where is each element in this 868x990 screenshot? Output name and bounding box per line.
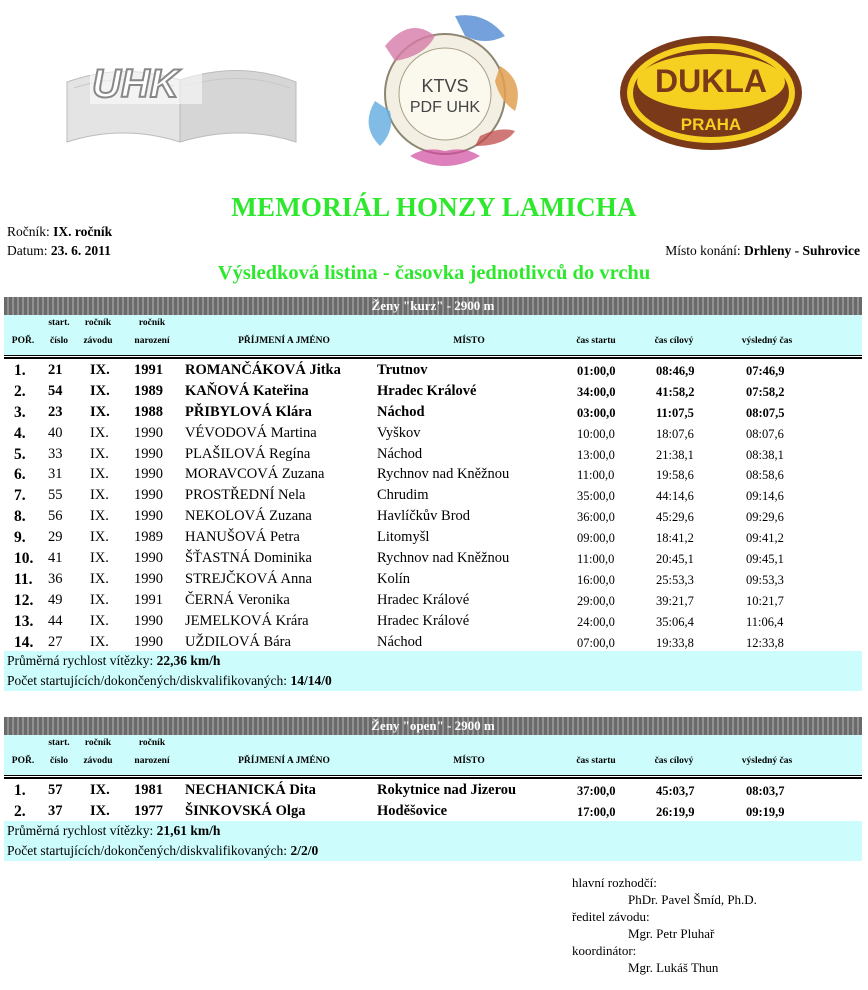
race-edition-cell: IX. — [90, 424, 109, 441]
result-time-cell: 08:07,6 — [746, 426, 784, 441]
name-cell: HANUŠOVÁ Petra — [185, 529, 300, 546]
start-time-cell: 03:00,0 — [577, 405, 616, 420]
place-cell: Litomyšl — [377, 529, 430, 546]
column-header-race-2: závodu — [83, 336, 113, 346]
start-number-cell: 27 — [48, 633, 63, 650]
column-header-start-1: start. — [48, 318, 70, 328]
rank-cell: 14. — [14, 633, 34, 651]
rank-cell: 1. — [14, 782, 26, 799]
results-subtitle: Výsledková listina - časovka jednotlivců do vrchu — [217, 262, 651, 284]
place-cell: Hoděšovice — [377, 802, 448, 819]
column-header-rank: POŘ. — [11, 756, 35, 766]
section-heading: Ženy "kurz" - 2900 m — [4, 297, 862, 315]
table-row — [4, 505, 862, 526]
start-time-cell: 13:00,0 — [577, 447, 615, 462]
column-header-birth-2: narození — [134, 756, 170, 766]
column-headers — [4, 735, 862, 775]
coordinator-name: Mgr. Lukáš Thun — [628, 960, 719, 975]
race-edition-cell: IX. — [90, 591, 109, 608]
ktvs-logo — [355, 6, 535, 182]
birth-year-cell: 1990 — [134, 633, 163, 650]
result-time-cell: 09:45,1 — [746, 552, 784, 567]
director-label: ředitel závodu: — [572, 909, 650, 924]
column-header-race-1: ročník — [84, 318, 112, 328]
race-edition-cell: IX. — [90, 445, 109, 462]
birth-year-cell: 1981 — [134, 782, 163, 798]
column-header-place: MÍSTO — [453, 756, 485, 766]
place-cell: Náchod — [377, 445, 423, 462]
count-value: 14/14/0 — [290, 673, 332, 689]
name-cell: NECHANICKÁ Dita — [185, 782, 316, 798]
ktvs-logo-text-2: PDF UHK — [409, 99, 481, 116]
start-number-cell: 44 — [48, 612, 63, 629]
rank-cell: 9. — [14, 529, 26, 547]
column-header-t-result: výsledný čas — [741, 756, 793, 766]
rank-cell: 1. — [14, 362, 26, 379]
table-row — [4, 443, 862, 464]
venue-label: Místo konání: — [665, 243, 741, 258]
column-header-t-finish: čas cílový — [654, 756, 694, 766]
place-cell: Náchod — [377, 633, 423, 650]
place-cell: Havlíčkův Brod — [377, 508, 471, 525]
rank-cell: 10. — [14, 550, 34, 568]
uhk-logo-text: UHK — [92, 62, 179, 106]
section-heading: Ženy "open" - 2900 m — [4, 717, 862, 735]
place-cell: Rychnov nad Kněžnou — [377, 466, 510, 483]
name-cell: UŽDILOVÁ Bára — [185, 633, 291, 650]
start-time-cell: 07:00,0 — [577, 635, 615, 650]
result-time-cell: 08:03,7 — [746, 784, 785, 798]
start-time-cell: 24:00,0 — [577, 614, 615, 629]
column-header-t-result: výsledný čas — [741, 336, 793, 346]
start-number-cell: 29 — [48, 529, 63, 546]
ktvs-logo-text-1: KTVS — [421, 76, 469, 96]
name-cell: JEMELKOVÁ Krára — [185, 612, 309, 629]
rank-cell: 11. — [14, 570, 33, 588]
name-cell: ČERNÁ Veronika — [185, 591, 290, 608]
count-label: Počet startujících/dokončených/diskvalifikovaných: — [7, 673, 288, 689]
participant-count-line — [4, 671, 862, 691]
column-header-race-2: závodu — [83, 756, 113, 766]
speed-value: 21,61 km/h — [156, 822, 221, 838]
race-edition-cell: IX. — [90, 362, 110, 378]
place-cell: Rychnov nad Kněžnou — [377, 550, 510, 567]
date-label: Datum: — [7, 243, 48, 258]
table-row — [4, 568, 862, 589]
result-time-cell: 11:06,4 — [746, 614, 784, 629]
finish-time-cell: 19:33,8 — [656, 635, 694, 650]
signatures — [572, 874, 757, 976]
start-number-cell: 49 — [48, 591, 63, 608]
place-cell: Hradec Králové — [377, 591, 470, 608]
referee-label: hlavní rozhodčí: — [572, 875, 657, 890]
name-cell: VÉVODOVÁ Martina — [185, 424, 317, 441]
praha-logo-text: PRAHA — [680, 115, 742, 134]
table-row — [4, 779, 862, 800]
result-time-cell: 07:58,2 — [746, 384, 785, 399]
edition-value: IX. ročník — [53, 224, 113, 239]
result-time-cell: 07:46,9 — [746, 364, 785, 378]
name-cell: PŘIBYLOVÁ Klára — [185, 403, 312, 420]
speed-label: Průměrná rychlost vítězky: — [7, 822, 154, 838]
dukla-logo-text: DUKLA — [655, 63, 767, 99]
finish-time-cell: 25:53,3 — [656, 572, 694, 587]
place-cell: Chrudim — [377, 487, 429, 504]
finish-time-cell: 08:46,9 — [656, 364, 695, 378]
result-time-cell: 08:07,5 — [746, 405, 785, 420]
finish-time-cell: 35:06,4 — [656, 614, 694, 629]
start-time-cell: 11:00,0 — [577, 552, 615, 567]
start-number-cell: 23 — [48, 403, 63, 420]
start-time-cell: 11:00,0 — [577, 468, 615, 483]
start-time-cell: 35:00,0 — [577, 489, 615, 504]
finish-time-cell: 41:58,2 — [656, 384, 695, 399]
place-cell: Náchod — [377, 403, 425, 420]
start-number-cell: 37 — [48, 802, 63, 819]
table-row — [4, 610, 862, 631]
participant-count-line — [4, 841, 862, 861]
place-cell: Trutnov — [377, 362, 428, 378]
edition-label: Ročník: — [7, 224, 50, 239]
race-edition-cell: IX. — [90, 550, 109, 567]
table-row — [4, 800, 862, 821]
edition-line — [7, 224, 112, 240]
results-section — [4, 297, 862, 691]
rank-cell: 8. — [14, 508, 26, 526]
results-section — [4, 717, 862, 861]
race-edition-cell: IX. — [90, 529, 109, 546]
birth-year-cell: 1990 — [134, 424, 163, 441]
rank-cell: 12. — [14, 591, 34, 609]
place-cell: Hradec Králové — [377, 382, 477, 399]
birth-year-cell: 1988 — [134, 403, 163, 420]
birth-year-cell: 1990 — [134, 612, 163, 629]
name-cell: ŠŤASTNÁ Dominika — [185, 550, 312, 567]
finish-time-cell: 45:03,7 — [656, 784, 695, 798]
start-number-cell: 21 — [48, 362, 63, 378]
name-cell: STREJČKOVÁ Anna — [185, 570, 312, 587]
birth-year-cell: 1990 — [134, 550, 163, 567]
venue-value: Drhleny - Suhrovice — [743, 243, 860, 258]
start-time-cell: 10:00,0 — [577, 426, 615, 441]
start-number-cell: 40 — [48, 424, 63, 441]
table-row — [4, 631, 862, 652]
finish-time-cell: 20:45,1 — [656, 552, 694, 567]
result-time-cell: 09:19,9 — [746, 804, 785, 819]
result-time-cell: 12:33,8 — [746, 635, 784, 650]
birth-year-cell: 1990 — [134, 445, 163, 462]
rank-cell: 6. — [14, 466, 26, 484]
finish-time-cell: 21:38,1 — [656, 447, 694, 462]
race-edition-cell: IX. — [90, 633, 109, 650]
start-number-cell: 55 — [48, 487, 63, 504]
column-header-t-start: čas startu — [576, 756, 616, 766]
start-number-cell: 41 — [48, 550, 63, 567]
column-header-start-2: číslo — [50, 336, 68, 346]
birth-year-cell: 1990 — [134, 487, 163, 504]
director-name: Mgr. Petr Pluhař — [628, 926, 715, 941]
result-time-cell: 09:41,2 — [746, 531, 784, 546]
dukla-praha-logo — [618, 34, 804, 152]
name-cell: KAŇOVÁ Kateřina — [185, 382, 309, 399]
birth-year-cell: 1989 — [134, 529, 163, 546]
name-cell: ROMANČÁKOVÁ Jitka — [185, 362, 341, 378]
date-line — [7, 243, 111, 259]
start-number-cell: 33 — [48, 445, 63, 462]
venue-line — [665, 243, 860, 259]
finish-time-cell: 26:19,9 — [656, 804, 695, 819]
coordinator-label: koordinátor: — [572, 943, 637, 958]
speed-label: Průměrná rychlost vítězky: — [7, 653, 154, 669]
table-row — [4, 359, 862, 380]
finish-time-cell: 19:58,6 — [656, 468, 694, 483]
finish-time-cell: 18:41,2 — [656, 531, 694, 546]
speed-value: 22,36 km/h — [156, 653, 221, 669]
finish-time-cell: 39:21,7 — [656, 593, 694, 608]
result-time-cell: 09:29,6 — [746, 510, 784, 525]
birth-year-cell: 1991 — [134, 362, 163, 378]
rank-cell: 2. — [14, 382, 26, 400]
start-number-cell: 36 — [48, 570, 63, 587]
column-header-start-2: číslo — [50, 756, 68, 766]
birth-year-cell: 1990 — [134, 466, 163, 483]
table-row — [4, 401, 862, 422]
table-row — [4, 589, 862, 610]
start-time-cell: 16:00,0 — [577, 572, 615, 587]
result-time-cell: 10:21,7 — [746, 593, 784, 608]
column-header-birth-2: narození — [134, 336, 170, 346]
uhk-book-logo — [62, 42, 300, 150]
rank-cell: 4. — [14, 424, 26, 442]
column-header-start-1: start. — [48, 738, 70, 748]
start-time-cell: 34:00,0 — [577, 384, 616, 399]
race-edition-cell: IX. — [90, 782, 110, 798]
result-time-cell: 09:14,6 — [746, 489, 784, 504]
race-edition-cell: IX. — [90, 487, 109, 504]
place-cell: Rokytnice nad Jizerou — [377, 782, 517, 798]
date-value: 23. 6. 2011 — [50, 243, 111, 258]
table-row — [4, 380, 862, 401]
start-time-cell: 36:00,0 — [577, 510, 615, 525]
race-edition-cell: IX. — [90, 570, 109, 587]
start-time-cell: 17:00,0 — [577, 804, 616, 819]
finish-time-cell: 45:29,6 — [656, 510, 694, 525]
column-header-birth-1: ročník — [138, 738, 166, 748]
table-row — [4, 484, 862, 505]
place-cell: Kolín — [377, 570, 411, 587]
finish-time-cell: 11:07,5 — [656, 405, 694, 420]
place-cell: Hradec Králové — [377, 612, 470, 629]
birth-year-cell: 1991 — [134, 591, 163, 608]
start-number-cell: 56 — [48, 508, 63, 525]
birth-year-cell: 1990 — [134, 570, 163, 587]
start-time-cell: 29:00,0 — [577, 593, 615, 608]
start-time-cell: 09:00,0 — [577, 531, 615, 546]
race-edition-cell: IX. — [90, 403, 110, 420]
rank-cell: 13. — [14, 612, 34, 630]
race-edition-cell: IX. — [90, 508, 109, 525]
column-header-t-finish: čas cílový — [654, 336, 694, 346]
race-edition-cell: IX. — [90, 466, 109, 483]
table-row — [4, 526, 862, 547]
birth-year-cell: 1989 — [134, 382, 163, 399]
start-number-cell: 54 — [48, 382, 63, 399]
column-header-name: PŘÍJMENÍ A JMÉNO — [238, 336, 330, 346]
page-title: MEMORIÁL HONZY LAMICHA — [231, 192, 637, 222]
race-edition-cell: IX. — [90, 612, 109, 629]
winner-speed-line — [4, 651, 862, 671]
place-cell: Vyškov — [377, 424, 421, 441]
rank-cell: 2. — [14, 802, 26, 820]
column-header-race-1: ročník — [84, 738, 112, 748]
column-header-rank: POŘ. — [11, 336, 35, 346]
name-cell: MORAVCOVÁ Zuzana — [185, 466, 325, 483]
table-row — [4, 463, 862, 484]
name-cell: PLAŠILOVÁ Regína — [185, 445, 311, 462]
finish-time-cell: 44:14,6 — [656, 489, 694, 504]
column-header-place: MÍSTO — [453, 336, 485, 346]
start-time-cell: 01:00,0 — [577, 364, 616, 378]
start-number-cell: 31 — [48, 466, 63, 483]
start-number-cell: 57 — [48, 782, 63, 798]
referee-name: PhDr. Pavel Šmíd, Ph.D. — [628, 892, 757, 907]
column-headers — [4, 315, 862, 355]
column-header-name: PŘÍJMENÍ A JMÉNO — [238, 756, 330, 766]
count-label: Počet startujících/dokončených/diskvalifikovaných: — [7, 842, 288, 858]
race-edition-cell: IX. — [90, 382, 110, 399]
finish-time-cell: 18:07,6 — [656, 426, 694, 441]
count-value: 2/2/0 — [290, 842, 319, 858]
winner-speed-line — [4, 821, 862, 841]
logo-bar — [0, 0, 868, 185]
table-row — [4, 547, 862, 568]
name-cell: NEKOLOVÁ Zuzana — [185, 508, 312, 525]
birth-year-cell: 1977 — [134, 802, 163, 819]
table-row — [4, 422, 862, 443]
rank-cell: 5. — [14, 445, 26, 463]
name-cell: PROSTŘEDNÍ Nela — [185, 487, 306, 504]
column-header-birth-1: ročník — [138, 318, 166, 328]
result-time-cell: 08:38,1 — [746, 447, 784, 462]
rank-cell: 3. — [14, 403, 26, 421]
rank-cell: 7. — [14, 487, 26, 505]
result-time-cell: 08:58,6 — [746, 468, 784, 483]
column-header-t-start: čas startu — [576, 336, 616, 346]
start-time-cell: 37:00,0 — [577, 784, 616, 798]
name-cell: ŠINKOVSKÁ Olga — [185, 802, 306, 819]
result-time-cell: 09:53,3 — [746, 572, 784, 587]
race-edition-cell: IX. — [90, 802, 110, 819]
birth-year-cell: 1990 — [134, 508, 163, 525]
